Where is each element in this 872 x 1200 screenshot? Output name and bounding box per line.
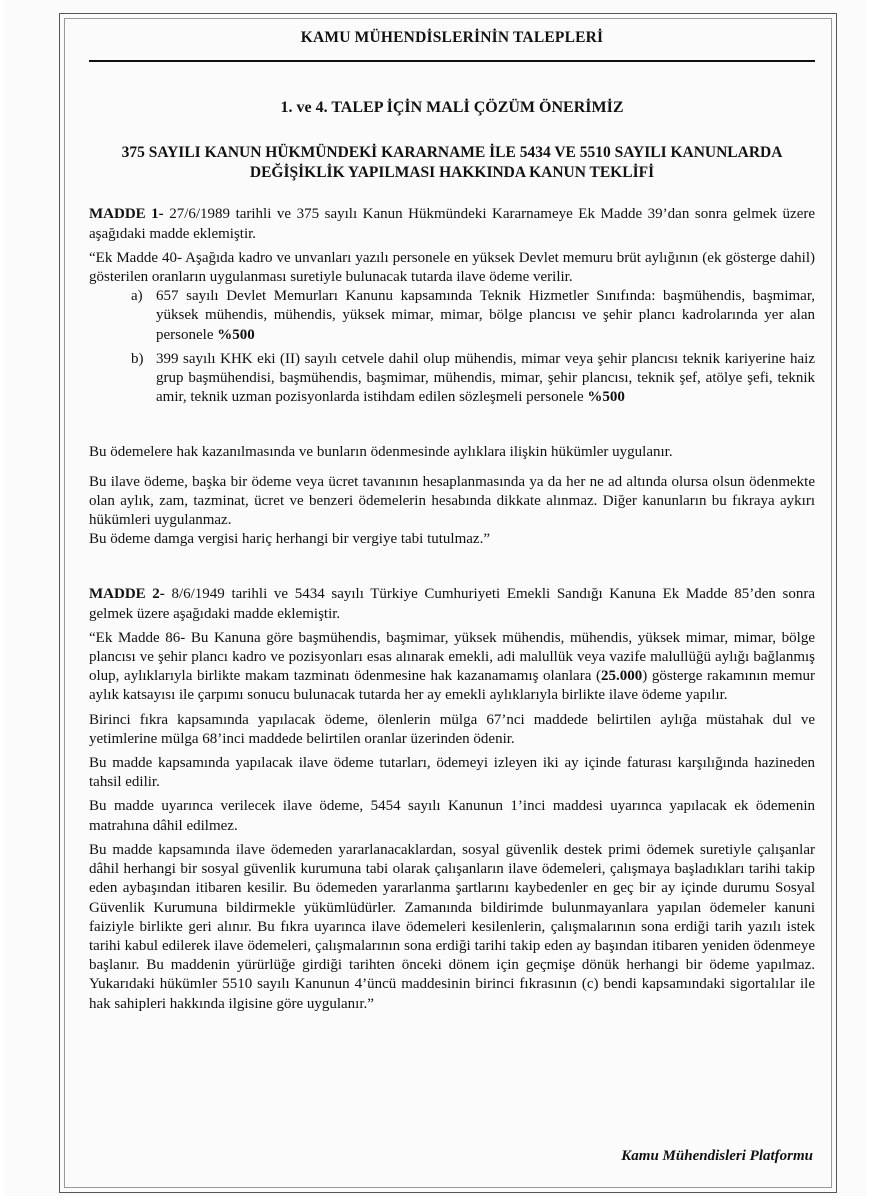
madde-1-paragraph-1: Bu ödemelere hak kazanılmasında ve bunların ödenmesinde aylıklara ilişkin hükümler uygulanır. [89,444,673,461]
madde-1-label: MADDE 1- [89,206,164,223]
madde-2-paragraph-2: Bu madde kapsamında yapılacak ilave ödeme tutarları, ödemeyi izleyen iki ay içinde faturası karşılığında hazineden tahsil edilir. [89,755,815,791]
list-marker: a) [131,288,143,305]
item-b-text: 399 sayılı KHK eki (II) sayılı cetvele dahil olup mühendis, mimar veya şehir plancısı teknik kariyerine haiz grup başmühendisi, başmühendis, başmimar, mühendis, mimar, şehir plancısı, teknik şef, atölye şefi, teknik amir, teknik uzman pozisyonlarda istihdam edilen sözleşmeli personele [156,350,815,406]
madde-1-text: 27/6/1989 tarihli ve 375 sayılı Kanun Hükmündeki Kararnameye Ek Madde 39’dan sonra gelmek üzere aşağıdaki madde eklemiştir. [89,206,816,242]
document-page [4,0,866,1196]
madde-1-paragraph-3: Bu ödeme damga vergisi hariç herhangi bir vergiye tabi tutulmaz.” [89,531,490,548]
madde-2-paragraph-1: Birinci fıkra kapsamında yapılacak ödeme, ölenlerin mülga 67’nci maddede belirtilen aylığa müstahak dul ve yetimlerine mülga 68’inci maddede belirtilen oranlar üzerinden ödenir. [89,711,815,747]
gosterge-value: 25.000 [600,668,643,685]
madde-2-intro [89,585,815,623]
ek-madde-86-text-end: ) gösterge rakamının memur aylık katsayısı ile çarpımı sonucu bulunacak tutarda her ay emekli aylıklarıyla birlikte ilave ödeme yapılır. [89,668,815,704]
header-rule [89,60,815,62]
madde-1-intro [89,205,815,243]
list-item-text [156,350,815,408]
item-b-rate: %500 [587,389,625,406]
ek-madde-40: “Ek Madde 40- Aşağıda kadro ve unvanları yazılı personele en yüksek Devlet memuru brüt aylığının (ek gösterge dahil) gösterilen oranların uygulanması suretiyle bulunacak tutarda ilave ödeme verilir. [89,249,815,286]
document-subtitle: 375 SAYILI KANUN HÜKMÜNDEKİ KARARNAME İLE 5434 VE 5510 SAYILI KANUNLARDA DEĞİŞİKLİK YAPILMASI HAKKINDA KANUN TEKLİFİ [121,144,783,182]
signature: Kamu Mühendisleri Platformu [621,1148,813,1164]
list-item-text [156,287,815,345]
item-a-rate: %500 [217,326,255,343]
ek-madde-86-text: “Ek Madde 86- Bu Kanuna göre başmühendis, başmimar, yüksek mühendis, mühendis, yüksek mimar, mimar, bölge plancısı ve şehir plancı kadro ve pozisyonları esas alınarak emekli, adi malullük veya vazife malullüğü aylığı bağlanmış olup, aylıklarıyla birlikte makam tazminatı ödenmesine hak kazanamamış olanlara ( [89,629,815,685]
madde-2-paragraph-3: Bu madde uyarınca verilecek ilave ödeme, 5454 sayılı Kanunun 1’inci maddesi uyarınca yapılacak ek ödemenin matrahına dâhil edilmez. [89,798,815,834]
madde-2-text: 8/6/1949 tarihli ve 5434 sayılı Türkiye Cumhuriyeti Emekli Sandığı Kanuna Ek Madde 85’den sonra gelmek üzere aşağıdaki madde eklemiştir. [89,586,816,622]
ek-madde-86 [89,629,815,706]
madde-1-paragraph-2: Bu ilave ödeme, başka bir ödeme veya ücret tavanının hesaplanmasında ya da her ne ad altında olursa olsun ödenmekte olan aylık, zam, tazminat, ücret ve benzeri ödemelerin hesabında dikkate alınmaz. Diğer kanunların bu fıkraya aykırı hükümleri uygulanmaz. [89,473,815,529]
document-header: KAMU MÜHENDİSLERİNİN TALEPLERİ [300,29,604,46]
madde-2-label: MADDE 2- [89,586,165,603]
document-title: 1. ve 4. TALEP İÇİN MALİ ÇÖZÜM ÖNERİMİZ [280,99,624,117]
document-content [89,24,815,1014]
list-item-a [131,287,815,345]
list-marker: b) [131,350,144,367]
madde-2-paragraph-4: Bu madde kapsamında ilave ödemeden yararlanacaklardan, sosyal güvenlik destek primi ödemek suretiyle çalışanlar dâhil herhangi bir sosyal güvenlik kurumuna tabi olarak çalışanların ilave ödemeleri, çalışmaya başladıkları tarihi takip eden aybaşından itibaren kesilir. Bu ödemeden yararlanma şartlarını kaybedenler en geç bir ay içinde durumu Sosyal Güvenlik Kurumuna bildirmekle yükümlüdürler. Zamanında bildirimde bulunmayanlara yapılan ödemeler kanuni faiziyle birlikte geri alınır. Bu fıkra uyarınca ilave ödemeleri kesilenlerin, çalışmalarının sona erdiği tarih yazılı istek tarihi kabul edilerek ilave ödemeleri, çalışmalarının sona erdiği tarihi takip eden ay başından itibaren yeniden ödenmeye başlanır. Bu maddenin yürürlüğe girdiği tarihten önceki dönem için geçmişe dönük herhangi bir ödeme yapılmaz. Yukarıdaki hükümler 5510 sayılı Kanunun 4’üncü maddesinin birinci fıkrasının (c) bendi kapsamındaki sigortalılar ile hak sahipleri hakkında ilgisine göre uygulanır.” [89,841,815,1012]
item-a-text: 657 sayılı Devlet Memurları Kanunu kapsamında Teknik Hizmetler Sınıfında: başmühendis, başmimar, yüksek mühendis, mühendis, yüksek mimar, mimar, bölge plancısı ve şehir plancı kadrolarında yer alan personele [156,288,815,343]
list-item-b [131,350,815,408]
